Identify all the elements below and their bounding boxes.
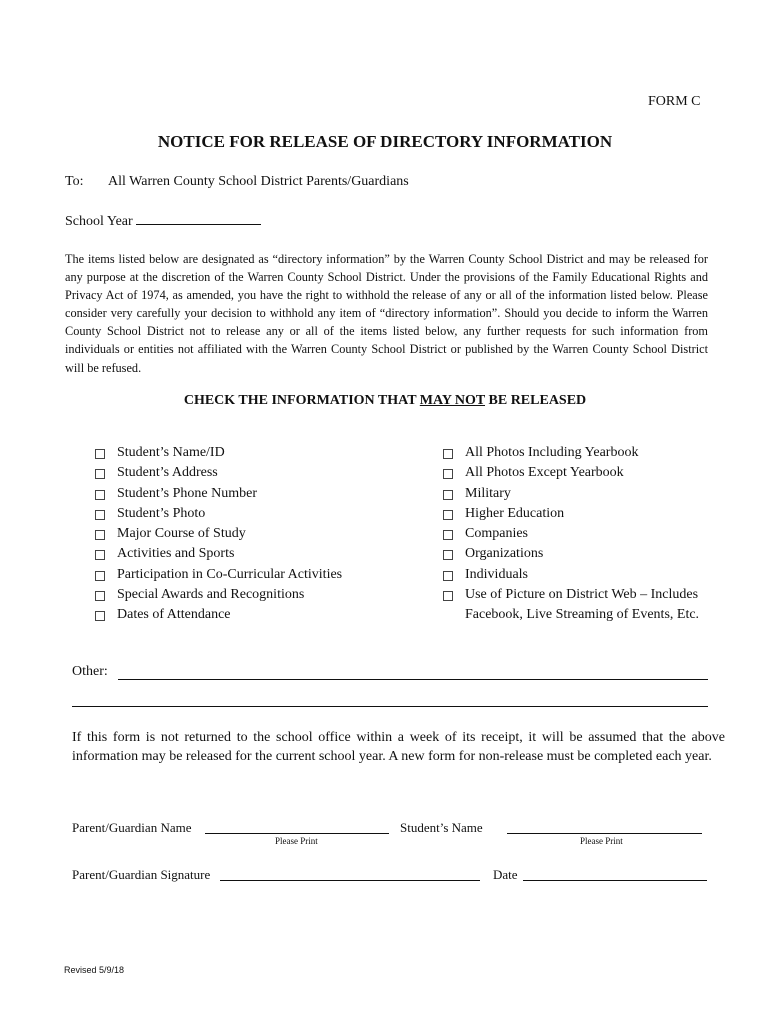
list-item-label: Dates of Attendance xyxy=(117,607,231,623)
list-item-label: Companies xyxy=(465,526,528,542)
checkbox[interactable] xyxy=(443,530,453,540)
other-field-continued[interactable] xyxy=(72,706,708,707)
list-item xyxy=(95,443,342,463)
signature-field[interactable] xyxy=(220,880,480,881)
checkbox[interactable] xyxy=(95,490,105,500)
checkbox[interactable] xyxy=(443,591,453,601)
checkbox[interactable] xyxy=(443,510,453,520)
other-field[interactable] xyxy=(118,679,708,680)
list-item-label: Higher Education xyxy=(465,505,565,521)
checkbox[interactable] xyxy=(443,571,453,581)
list-item xyxy=(443,463,727,483)
please-print-note: Please Print xyxy=(580,836,623,846)
list-item xyxy=(95,585,342,605)
checkbox[interactable] xyxy=(443,550,453,560)
list-item xyxy=(95,544,342,564)
list-item-label: Individuals xyxy=(465,566,528,582)
form-label: FORM C xyxy=(648,94,701,109)
list-item-label: Student’s Photo xyxy=(117,505,206,521)
checkbox[interactable] xyxy=(95,571,105,581)
check-heading-prefix: CHECK THE INFORMATION THAT xyxy=(183,393,420,408)
list-item-label: Student’s Phone Number xyxy=(117,485,257,501)
list-item-label: All Photos Including Yearbook xyxy=(465,445,639,460)
school-year-label: School Year xyxy=(65,214,133,229)
list-item-label: Student’s Name/ID xyxy=(117,445,225,460)
list-item xyxy=(443,504,727,524)
list-item xyxy=(443,565,727,585)
list-item xyxy=(95,484,342,504)
to-label: To: xyxy=(65,174,84,189)
list-item xyxy=(443,544,727,564)
checkbox[interactable] xyxy=(95,611,105,621)
parent-name-label: Parent/Guardian Name xyxy=(72,820,192,835)
list-item xyxy=(443,585,727,626)
list-item-label: Use of Picture on District Web – Includes Facebook, Live Streaming of Events, Etc. xyxy=(465,587,700,623)
checkbox[interactable] xyxy=(443,469,453,479)
check-heading-emphasis: MAY NOT xyxy=(419,393,486,408)
notice-paragraph: If this form is not returned to the school office within a week of its receipt, it will be assumed that the above information may be released for the current school year. A new form for non-release must be completed each year. xyxy=(72,730,725,765)
list-item xyxy=(443,443,727,463)
list-item-label: Activities and Sports xyxy=(117,546,235,562)
list-item-label: All Photos Except Yearbook xyxy=(465,465,624,481)
signature-label: Parent/Guardian Signature xyxy=(72,867,211,882)
list-item xyxy=(95,524,342,544)
please-print-note: Please Print xyxy=(275,836,318,846)
parent-name-field[interactable] xyxy=(205,833,389,834)
list-item xyxy=(443,524,727,544)
list-item xyxy=(95,463,342,483)
checkbox[interactable] xyxy=(95,469,105,479)
to-row xyxy=(65,174,409,190)
left-checklist xyxy=(95,443,342,626)
list-item xyxy=(95,565,342,585)
revised-date: Revised 5/9/18 xyxy=(64,965,125,975)
list-item-label: Special Awards and Recognitions xyxy=(117,587,305,603)
student-name-field[interactable] xyxy=(507,833,702,834)
list-item-label: Participation in Co-Curricular Activities xyxy=(117,566,343,582)
check-heading xyxy=(0,393,770,409)
date-label: Date xyxy=(493,867,518,882)
checkbox[interactable] xyxy=(95,530,105,540)
to-value: All Warren County School District Parents/Guardians xyxy=(108,174,409,189)
school-year-row xyxy=(65,212,261,230)
checkbox[interactable] xyxy=(95,510,105,520)
checkbox[interactable] xyxy=(443,449,453,459)
checkbox[interactable] xyxy=(95,591,105,601)
list-item-label: Military xyxy=(465,485,511,501)
right-checklist xyxy=(443,443,727,626)
list-item-label: Major Course of Study xyxy=(117,526,246,542)
list-item-label: Organizations xyxy=(465,546,544,562)
school-year-field[interactable] xyxy=(136,212,261,225)
checkbox[interactable] xyxy=(95,449,105,459)
check-heading-suffix: BE RELEASED xyxy=(485,393,587,408)
student-name-label: Student’s Name xyxy=(400,820,483,835)
date-field[interactable] xyxy=(523,880,707,881)
checkbox[interactable] xyxy=(443,490,453,500)
list-item xyxy=(95,605,342,625)
list-item xyxy=(95,504,342,524)
other-label: Other: xyxy=(72,664,108,679)
list-item-label: Student’s Address xyxy=(117,465,218,481)
list-item xyxy=(443,484,727,504)
checkbox[interactable] xyxy=(95,550,105,560)
intro-paragraph: The items listed below are designated as “directory information” by the Warren County School District and may be released for any purpose at the discretion of the Warren County School District. Under the provisions of the Family Educational Rights and Privacy Act of 1974, as amended, you have the right to withhold the release of any or all of the information listed below. Please consider very carefully your decision to withhold any item of “directory information”. Should you decide to inform the Warren County School District not to release any or all of the items listed below, any further requests for such information from individuals or entities not affiliated with the Warren County School District or published by the Warren County School District will be refused. xyxy=(65,252,708,375)
page-title: NOTICE FOR RELEASE OF DIRECTORY INFORMATION xyxy=(157,132,613,151)
